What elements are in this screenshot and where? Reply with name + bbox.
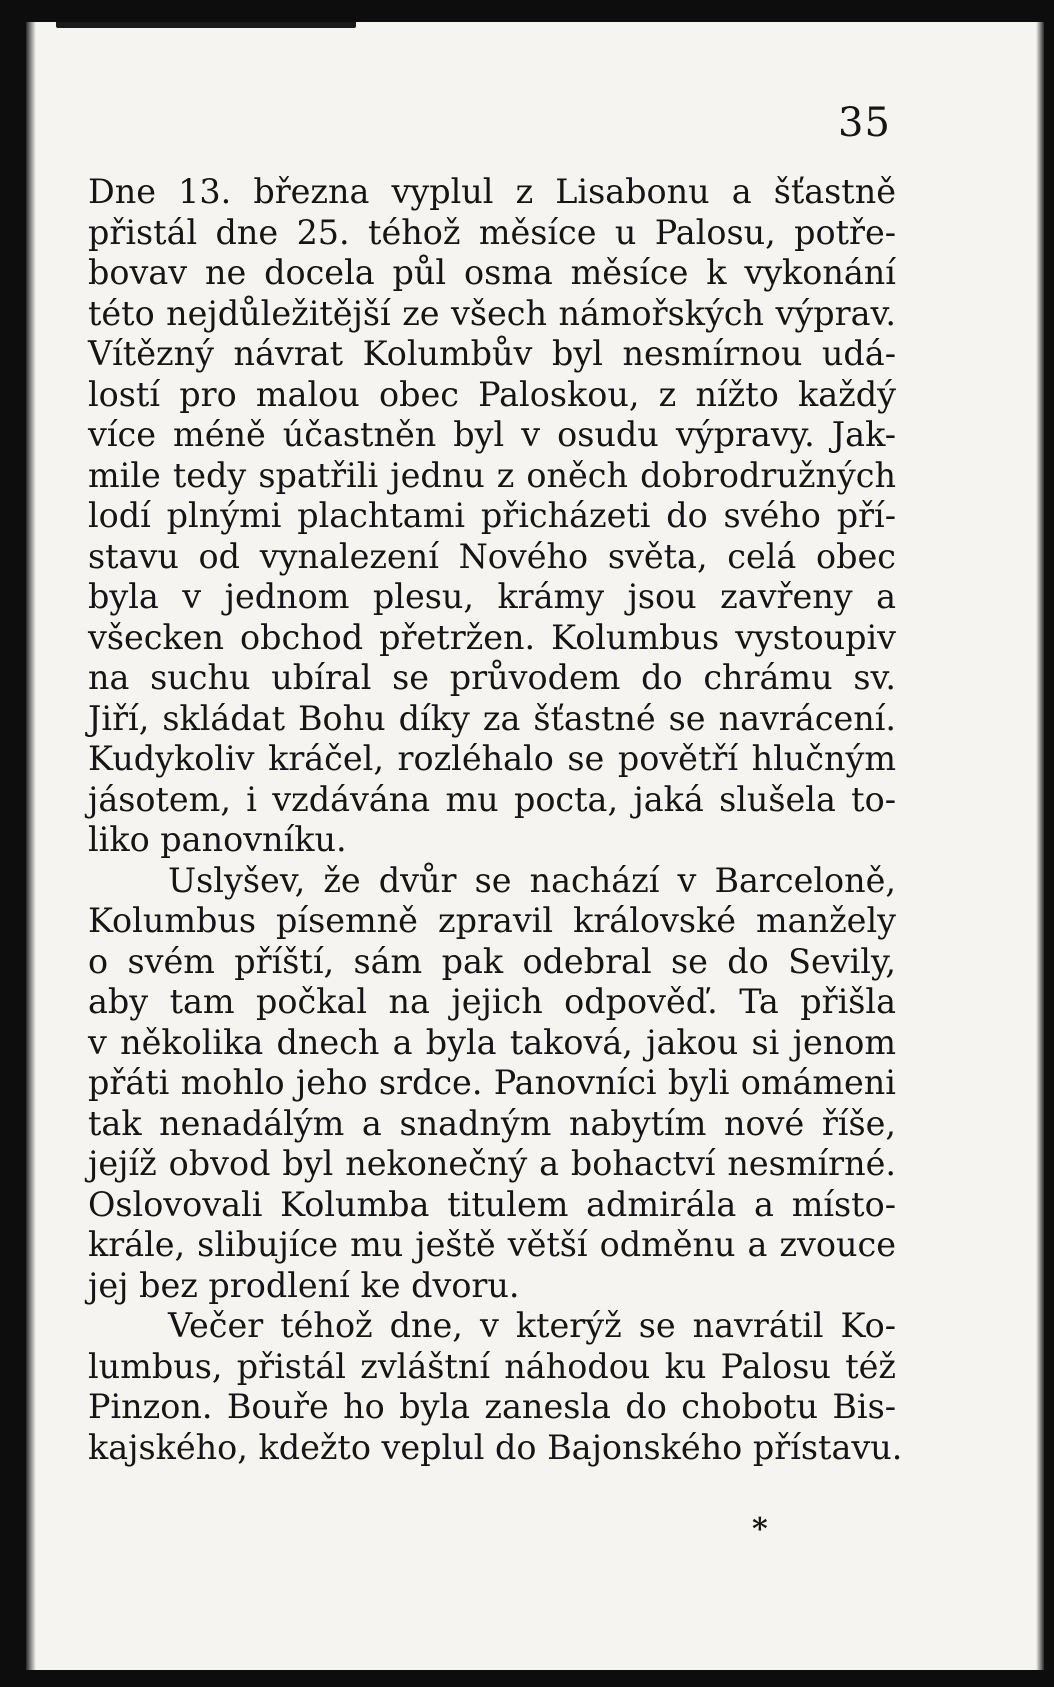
- text-line: liko panovníku.: [88, 820, 347, 859]
- paragraph: [88, 172, 896, 861]
- text-line: aby tam počkal na jejich odpověď. Ta přišla: [88, 982, 896, 1021]
- text-line: v několika dnech a byla taková, jakou si jenom: [88, 1022, 896, 1062]
- text-line: více méně účastněn byl v osudu výpravy. Jak-: [88, 415, 896, 454]
- text-line: bovav ne docela půl osma měsíce k vykonání: [88, 253, 896, 292]
- text-line: lostí pro malou obec Paloskou, z nížto každý: [88, 374, 896, 414]
- paragraph: [88, 861, 896, 1307]
- text-line: přistál dne 25. téhož měsíce u Palosu, potře-: [88, 212, 896, 252]
- text-line: Kudykoliv kráčel, rozléhalo se povětří hlučným: [88, 739, 896, 778]
- text-line: přáti mohlo jeho srdce. Panovníci byli omámeni: [88, 1063, 896, 1102]
- text-line: Večer téhož dne, v kterýž se navrátil Ko-: [168, 1306, 896, 1345]
- text-line: Uslyšev, že dvůr se nachází v Barceloně,: [168, 860, 896, 900]
- text-line: tak nenadálým a snadným nabytím nové říše,: [88, 1103, 896, 1143]
- text-line: lumbus, přistál zvláštní náhodou ku Palosu též: [88, 1346, 896, 1386]
- text-line: Jiří, skládat Bohu díky za šťastné se navrácení.: [88, 698, 896, 738]
- text-line: Dne 13. března vyplul z Lisabonu a šťastně: [88, 172, 896, 211]
- body-text: [88, 172, 903, 1468]
- footer-asterisk: *: [752, 1512, 768, 1547]
- page-number: 35: [838, 100, 891, 146]
- text-line: této nejdůležitější ze všech námořských výprav.: [88, 293, 896, 333]
- text-line: jej bez prodlení ke dvoru.: [88, 1265, 520, 1305]
- text-line: Oslovovali Kolumba titulem admirála a místo-: [88, 1184, 896, 1224]
- text-line: kajského, kdežto veplul do Bajonského přístavu.: [88, 1427, 903, 1467]
- paragraph: [88, 1306, 903, 1468]
- text-line: o svém příští, sám pak odebral se do Sevily,: [88, 941, 896, 981]
- top-edge-mark: [56, 22, 356, 28]
- left-page-shadow: [26, 22, 36, 1670]
- text-line: Pinzon. Bouře ho byla zanesla do chobotu Bis-: [88, 1387, 896, 1426]
- text-line: všecken obchod přetržen. Kolumbus vystoupiv: [88, 617, 896, 657]
- text-line: Kolumbus písemně zpravil královské manžely: [88, 901, 896, 940]
- text-line: stavu od vynalezení Nového světa, celá obec: [88, 536, 896, 576]
- text-line: byla v jednom plesu, krámy jsou zavřeny a: [88, 577, 896, 616]
- text-line: lodí plnými plachtami přicházeti do svého pří-: [88, 496, 896, 535]
- right-page-shadow: [1036, 22, 1044, 1670]
- text-line: krále, slibujíce mu ještě větší odměnu a zvouce: [88, 1225, 896, 1264]
- text-line: jejíž obvod byl nekonečný a bohactví nesmírné.: [88, 1144, 896, 1183]
- text-line: Vítězný návrat Kolumbův byl nesmírnou udá-: [88, 334, 896, 373]
- text-line: mile tedy spatřili jednu z oněch dobrodružných: [88, 455, 896, 495]
- text-line: jásotem, i vzdávána mu pocta, jaká slušela to-: [88, 779, 896, 819]
- text-line: na suchu ubíral se průvodem do chrámu sv.: [88, 658, 896, 697]
